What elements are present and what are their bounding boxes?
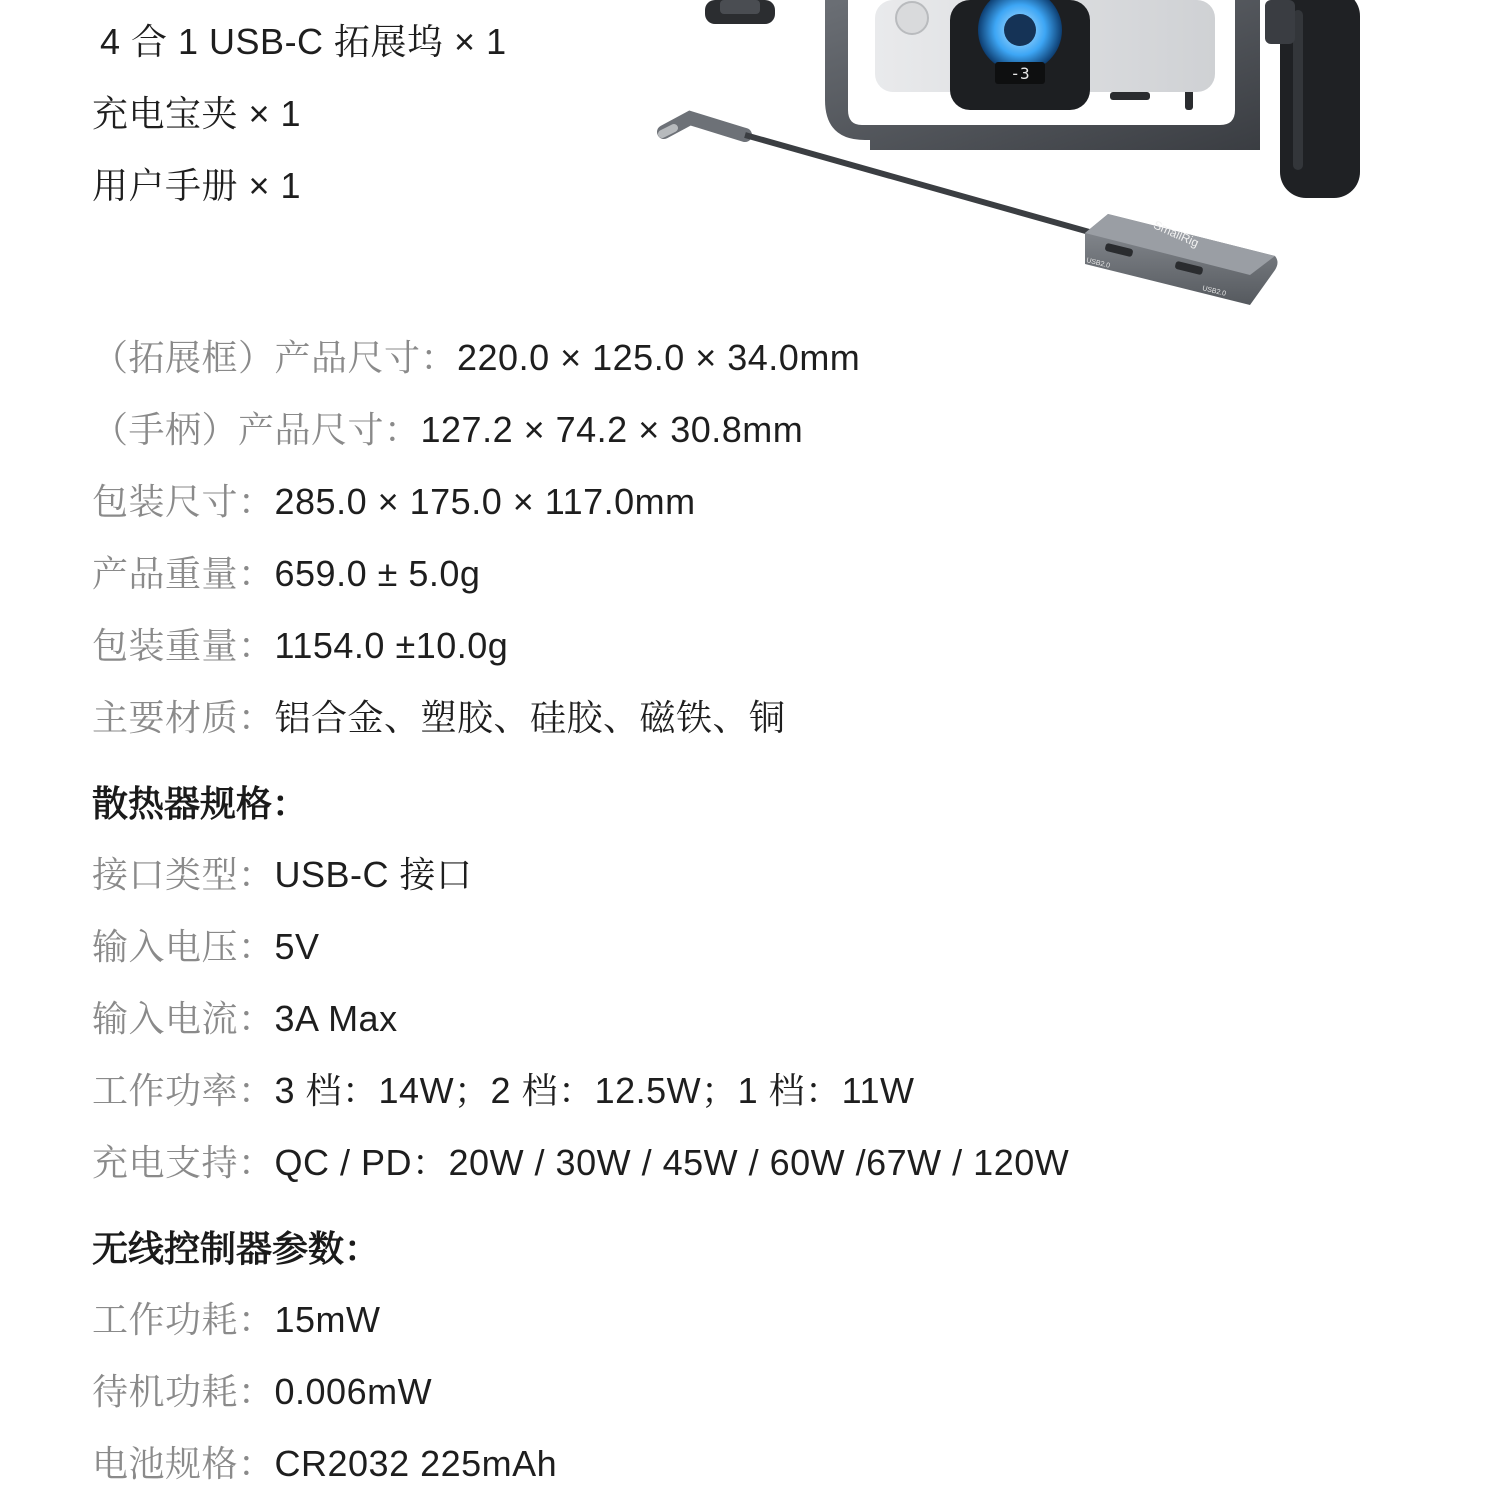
spec-label: 包装重量：: [92, 625, 275, 666]
spec-row: [92, 853, 473, 897]
spec-label: （手柄）产品尺寸：: [92, 409, 421, 450]
spec-value: 15mW: [274, 1299, 381, 1340]
spec-value: 3 档：14W；2 档：12.5W；1 档：11W: [274, 1070, 915, 1111]
spec-row: [92, 336, 860, 380]
usb-hub: [1085, 214, 1278, 305]
spec-value: 285.0 × 175.0 × 117.0mm: [274, 481, 696, 522]
spec-label: 接口类型：: [92, 854, 275, 895]
spec-row: [92, 1141, 1069, 1185]
spec-row: [92, 925, 320, 969]
fan-display-readout: -3: [1010, 64, 1030, 83]
spec-label: 待机功耗：: [92, 1371, 275, 1412]
spec-label: 工作功耗：: [92, 1299, 275, 1340]
spec-label: （拓展框）产品尺寸：: [92, 337, 458, 378]
spec-value: 659.0 ± 5.0g: [274, 553, 481, 594]
spec-value: 铝合金、塑胶、硅胶、磁铁、铜: [274, 697, 786, 738]
spec-row: [92, 997, 398, 1041]
spec-value: 3A Max: [274, 998, 398, 1039]
handle-grip: [1265, 0, 1360, 198]
spec-row: [92, 1442, 557, 1486]
package-item: 4 合 1 USB-C 拓展坞 × 1: [100, 21, 507, 62]
spec-label: 包装尺寸：: [92, 481, 275, 522]
product-photo: [650, 0, 1410, 320]
spec-value: 1154.0 ±10.0g: [274, 625, 509, 666]
spec-value: 0.006mW: [274, 1371, 433, 1412]
hub-port-label-left: USB2.0: [1085, 257, 1111, 270]
spec-value: 220.0 × 125.0 × 34.0mm: [457, 337, 861, 378]
cooler-section-heading: 散热器规格：: [92, 783, 309, 824]
spec-label: 产品重量：: [92, 553, 275, 594]
spec-value: 127.2 × 74.2 × 30.8mm: [420, 409, 804, 450]
spec-row: [92, 1298, 381, 1342]
spec-row: [92, 1069, 915, 1113]
package-item: 用户手册 × 1: [92, 165, 302, 206]
cooler-fan: [950, 0, 1090, 110]
spec-row: [92, 624, 508, 668]
hub-port-label-right: USB2.0: [1201, 285, 1227, 298]
spec-row: [92, 696, 786, 740]
spec-value: QC / PD：20W / 30W / 45W / 60W /67W / 120W: [274, 1142, 1070, 1183]
spec-row: [92, 480, 696, 524]
spec-label: 输入电流：: [92, 998, 275, 1039]
spec-row: [92, 408, 803, 452]
spec-label: 充电支持：: [92, 1142, 275, 1183]
spec-value: CR2032 225mAh: [274, 1443, 558, 1484]
spec-row: [92, 1370, 432, 1414]
controller-section-heading: 无线控制器参数：: [92, 1228, 381, 1269]
spec-label: 电池规格：: [92, 1443, 275, 1484]
cage-knob: [705, 0, 775, 24]
spec-row: [92, 552, 480, 596]
package-item: 充电宝夹 × 1: [92, 93, 302, 134]
spec-value: 5V: [274, 926, 320, 967]
spec-label: 输入电压：: [92, 926, 275, 967]
spec-label: 主要材质：: [92, 697, 275, 738]
hub-brand-text: SmallRig: [1151, 217, 1201, 251]
spec-label: 工作功率：: [92, 1070, 275, 1111]
spec-value: USB-C 接口: [274, 854, 473, 895]
